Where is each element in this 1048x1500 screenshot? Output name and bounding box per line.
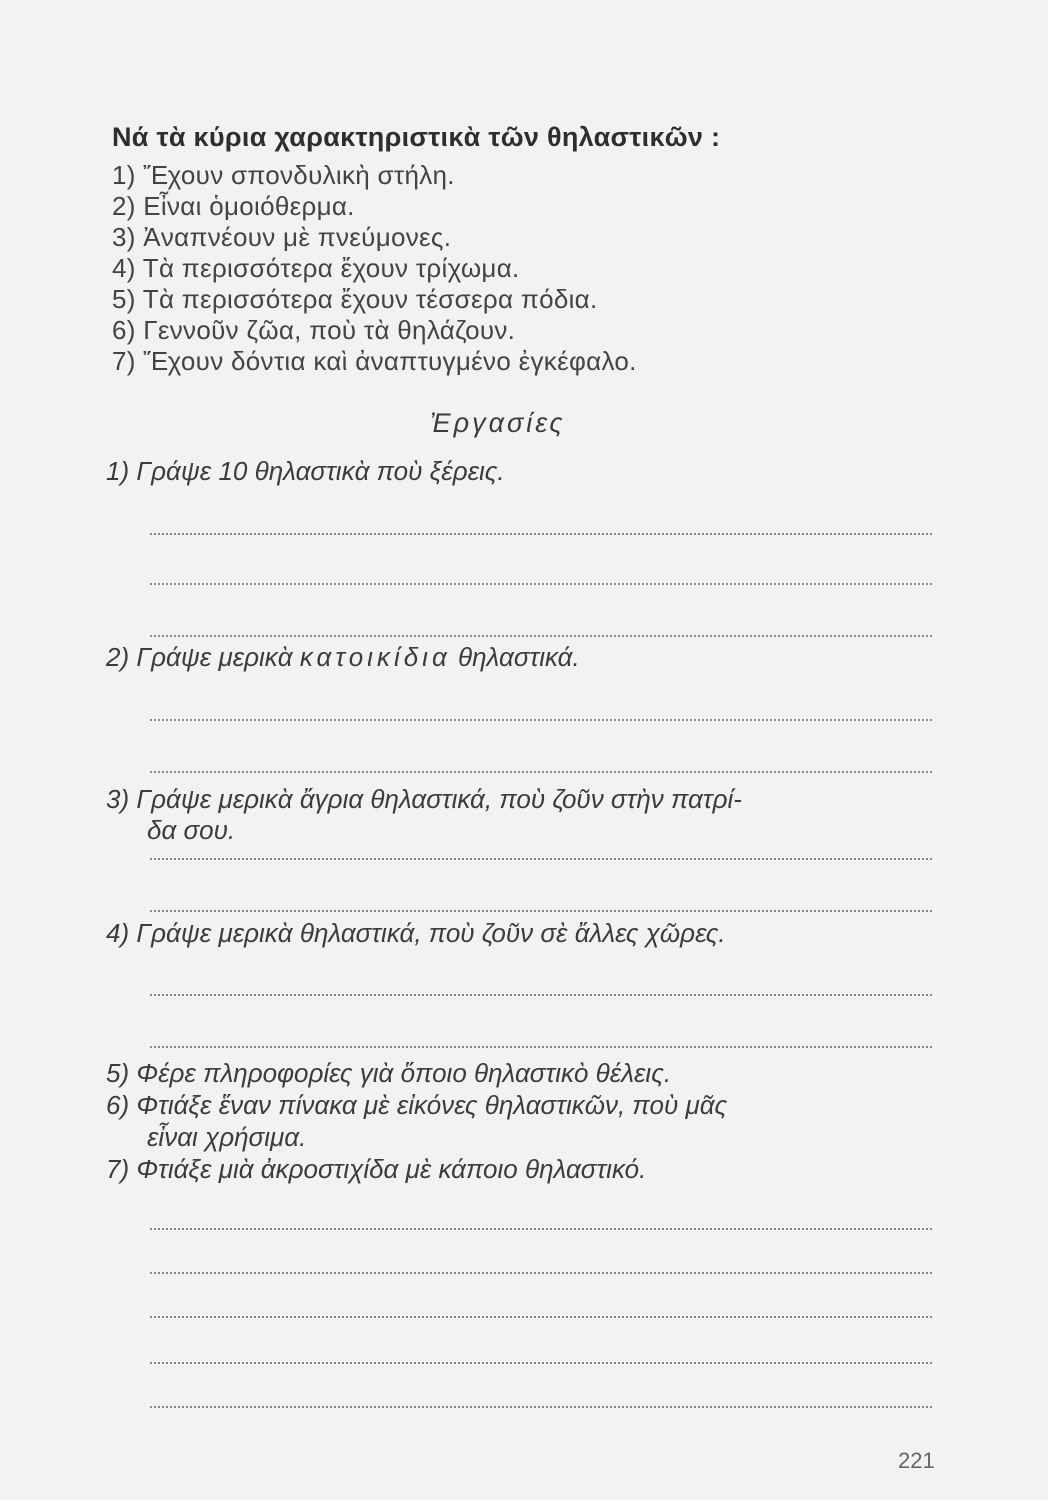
feature-item: 5) Τὰ περισσότερα ἔχουν τέσσερα πόδια. (112, 284, 598, 314)
task-2-text-end: θηλαστικά. (450, 642, 580, 672)
task-5: 5) Φέρε πληροφορίες γιὰ ὅποιο θηλαστικὸ θέλεις. (106, 1058, 672, 1088)
task-2-emphasis: κατοικίδια (299, 642, 451, 672)
answer-line[interactable] (150, 583, 932, 585)
exercises-title: Ἐργασίες (430, 408, 566, 438)
task-3: 3) Γράψε μερικὰ ἄγρια θηλαστικά, ποὺ ζοῦν στὴν πατρί- (106, 784, 742, 814)
feature-item: 4) Τὰ περισσότερα ἔχουν τρίχωμα. (112, 253, 520, 283)
task-2-text: 2) Γράψε μερικὰ (106, 642, 300, 672)
section-heading: Νά τὰ κύρια χαρακτηριστικὰ τῶν θηλαστικῶν : (112, 122, 721, 152)
answer-line[interactable] (150, 533, 932, 535)
task-2 (106, 642, 580, 673)
answer-line[interactable] (150, 1406, 932, 1408)
answer-line[interactable] (150, 1362, 932, 1364)
task-1: 1) Γράψε 10 θηλαστικὰ ποὺ ξέρεις. (106, 456, 505, 486)
task-7: 7) Φτιάξε μιὰ ἀκροστιχίδα μὲ κάποιο θηλαστικό. (106, 1154, 647, 1184)
task-6-continuation: εἶναι χρήσιμα. (147, 1122, 307, 1152)
task-4: 4) Γράψε μερικὰ θηλαστικά, ποὺ ζοῦν σὲ ἄλλες χῶρες. (106, 918, 726, 948)
feature-item: 2) Εἶναι ὁμοιόθερμα. (112, 191, 355, 221)
answer-line[interactable] (150, 719, 932, 721)
feature-item: 6) Γεννοῦν ζῶα, ποὺ τὰ θηλάζουν. (112, 315, 516, 345)
page-number: 221 (898, 1448, 935, 1473)
task-6: 6) Φτιάξε ἕναν πίνακα μὲ εἰκόνες θηλαστικῶν, ποὺ μᾶς (106, 1090, 728, 1120)
answer-line[interactable] (150, 635, 932, 637)
answer-line[interactable] (150, 1228, 932, 1230)
answer-line[interactable] (150, 858, 932, 860)
answer-line[interactable] (150, 771, 932, 773)
answer-line[interactable] (150, 1046, 932, 1048)
task-3-continuation: δα σου. (147, 815, 236, 845)
answer-line[interactable] (150, 1316, 932, 1318)
answer-line[interactable] (150, 994, 932, 996)
features-list (112, 160, 637, 377)
answer-line[interactable] (150, 1272, 932, 1274)
answer-line[interactable] (150, 910, 932, 912)
feature-item: 7) Ἔχουν δόντια καὶ ἀναπτυγμένο ἐγκέφαλο. (112, 346, 637, 376)
feature-item: 3) Ἀναπνέουν μὲ πνεύμονες. (112, 222, 452, 252)
feature-item: 1) Ἔχουν σπονδυλικὴ στήλη. (112, 160, 455, 190)
